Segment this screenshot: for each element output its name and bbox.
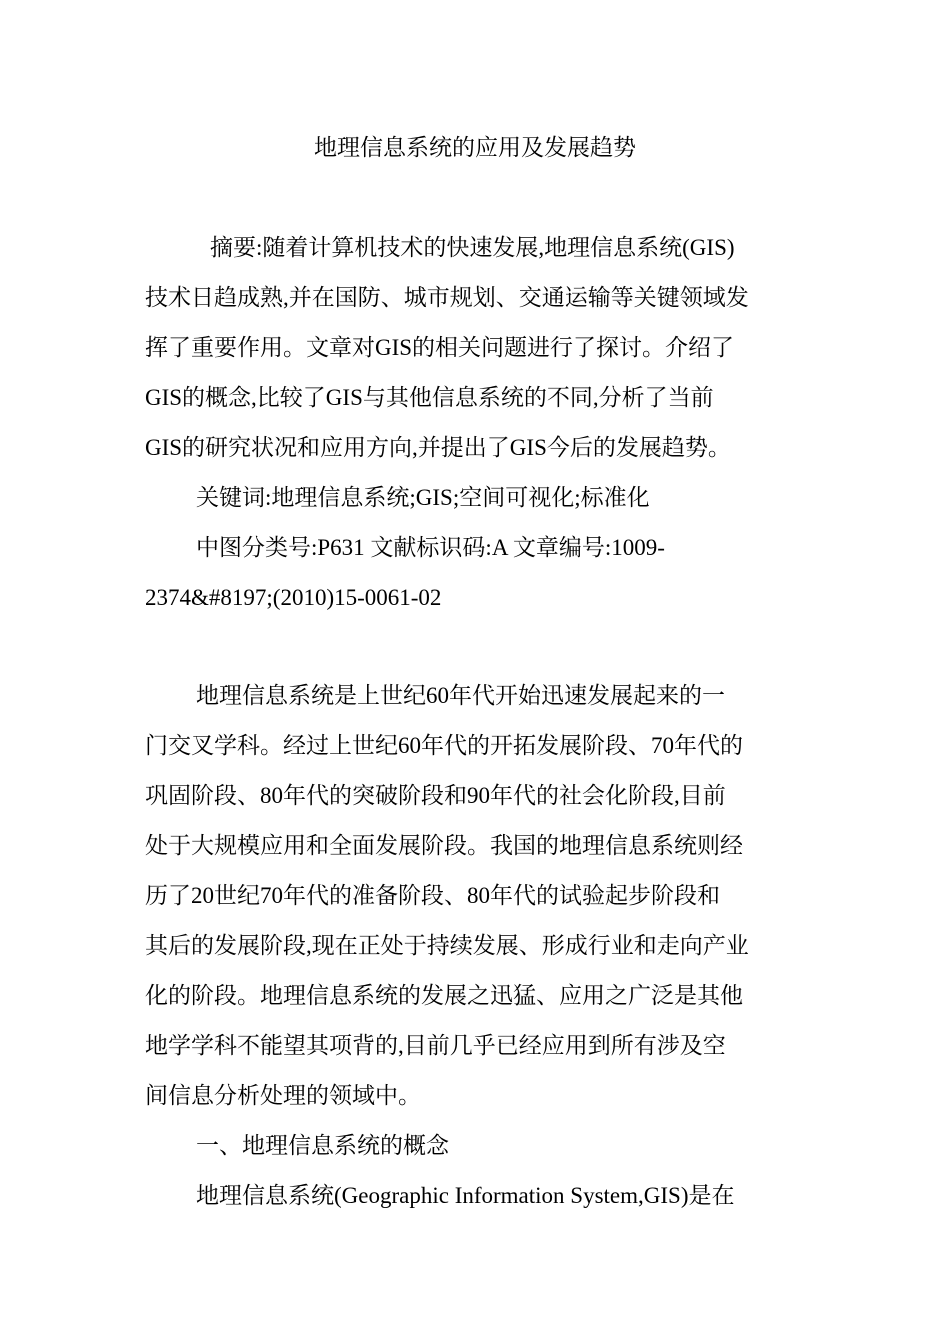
intro-line-7: 化的阶段。地理信息系统的发展之迅猛、应用之广泛是其他 bbox=[145, 983, 743, 1008]
section-paragraph-line-1: 地理信息系统(Geographic Information System,GIS)是在 bbox=[196, 1183, 735, 1208]
abstract-line-1: 摘要:随着计算机技术的快速发展,地理信息系统(GIS) bbox=[210, 235, 735, 260]
keywords-line: 关键词:地理信息系统;GIS;空间可视化;标准化 bbox=[196, 485, 650, 510]
abstract-line-3: 挥了重要作用。文章对GIS的相关问题进行了探讨。介绍了 bbox=[145, 335, 735, 360]
intro-line-8: 地学学科不能望其项背的,目前几乎已经应用到所有涉及空 bbox=[145, 1033, 726, 1058]
classification-line-2: 2374&#8197;(2010)15-0061-02 bbox=[145, 585, 442, 610]
intro-line-4: 处于大规模应用和全面发展阶段。我国的地理信息系统则经 bbox=[145, 833, 743, 858]
abstract-line-4: GIS的概念,比较了GIS与其他信息系统的不同,分析了当前 bbox=[145, 385, 714, 410]
intro-line-6: 其后的发展阶段,现在正处于持续发展、形成行业和走向产业 bbox=[145, 933, 749, 958]
intro-line-5: 历了20世纪70年代的准备阶段、80年代的试验起步阶段和 bbox=[145, 883, 720, 908]
section-heading: 一、地理信息系统的概念 bbox=[196, 1133, 449, 1158]
document-title: 地理信息系统的应用及发展趋势 bbox=[314, 135, 636, 160]
intro-line-3: 巩固阶段、80年代的突破阶段和90年代的社会化阶段,目前 bbox=[145, 783, 726, 808]
abstract-line-5: GIS的研究状况和应用方向,并提出了GIS今后的发展趋势。 bbox=[145, 435, 731, 460]
intro-line-2: 门交叉学科。经过上世纪60年代的开拓发展阶段、70年代的 bbox=[145, 733, 743, 758]
abstract-line-2: 技术日趋成熟,并在国防、城市规划、交通运输等关键领域发 bbox=[145, 285, 749, 310]
intro-line-1: 地理信息系统是上世纪60年代开始迅速发展起来的一 bbox=[196, 683, 725, 708]
intro-line-9: 间信息分析处理的领域中。 bbox=[145, 1083, 421, 1108]
classification-line-1: 中图分类号:P631 文献标识码:A 文章编号:1009- bbox=[196, 535, 665, 560]
